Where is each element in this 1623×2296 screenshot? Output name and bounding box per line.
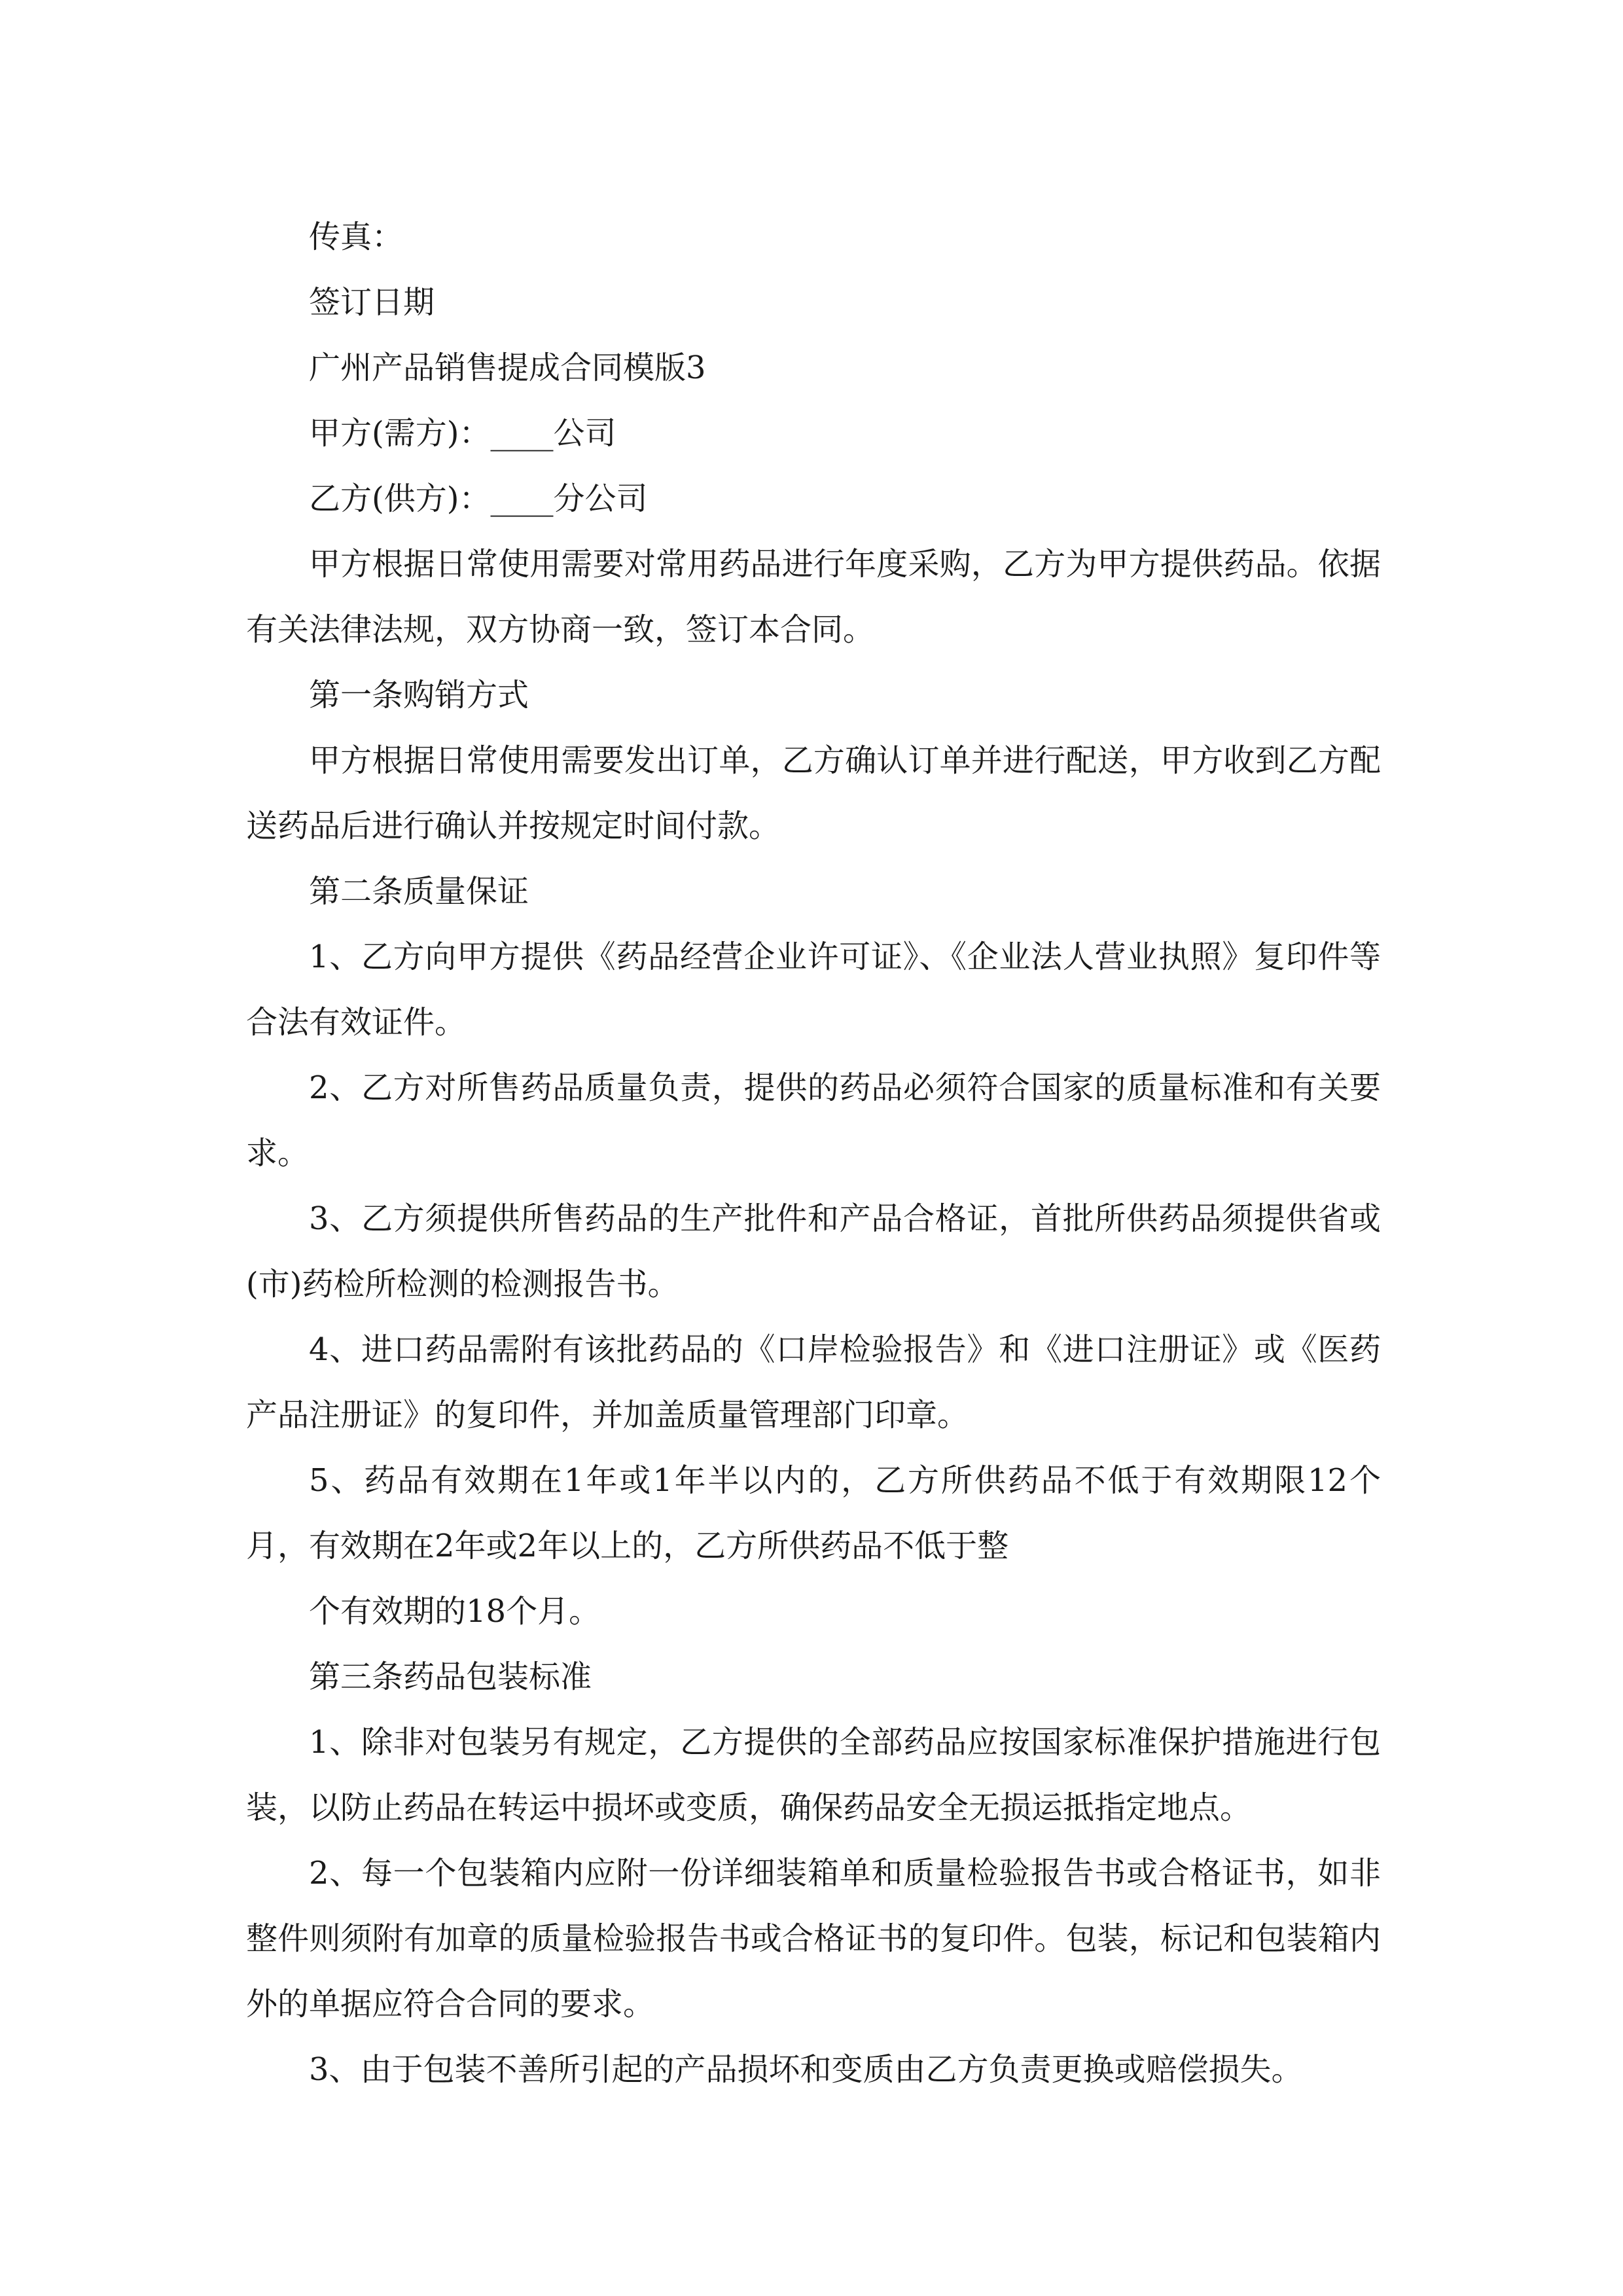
signing-date-line: 签订日期 <box>309 284 435 321</box>
article-1-heading: 第一条购销方式 <box>309 677 529 713</box>
contract-title: 广州产品销售提成合同模版3 <box>309 350 706 386</box>
article-2-item-4: 4、进口药品需附有该批药品的《口岸检验报告》和《进口注册证》或《医药产品注册证》的复印件，并加盖质量管理部门印章。 <box>246 1331 1381 1433</box>
party-a-line: 甲方(需方)：____公司 <box>309 415 616 452</box>
article-2-item-5: 5、药品有效期在1年或1年半以内的，乙方所供药品不低于有效期限12个月，有效期在2年或2年以上的，乙方所供药品不低于整 <box>246 1462 1381 1564</box>
article-2-item-1: 1、乙方向甲方提供《药品经营企业许可证》、《企业法人营业执照》复印件等合法有效证件。 <box>246 939 1381 1041</box>
article-3-item-2: 2、每一个包装箱内应附一份详细装箱单和质量检验报告书或合格证书，如非整件则须附有加章的质量检验报告书或合格证书的复印件。包装，标记和包装箱内外的单据应符合合同的要求。 <box>246 1855 1381 2022</box>
article-3-item-3: 3、由于包装不善所引起的产品损坏和变质由乙方负责更换或赔偿损失。 <box>309 2051 1303 2088</box>
preamble-paragraph: 甲方根据日常使用需要对常用药品进行年度采购，乙方为甲方提供药品。依据有关法律法规，双方协商一致，签订本合同。 <box>246 546 1381 648</box>
article-2-item-5-continuation: 个有效期的18个月。 <box>309 1593 601 1630</box>
party-b-line: 乙方(供方)：____分公司 <box>309 480 648 517</box>
fax-line: 传真： <box>309 219 404 255</box>
article-2-item-2: 2、乙方对所售药品质量负责，提供的药品必须符合国家的质量标准和有关要求。 <box>246 1069 1381 1172</box>
article-1-paragraph: 甲方根据日常使用需要发出订单，乙方确认订单并进行配送，甲方收到乙方配送药品后进行确认并按规定时间付款。 <box>246 742 1381 844</box>
article-2-heading: 第二条质量保证 <box>309 873 529 910</box>
article-3-item-1: 1、除非对包装另有规定，乙方提供的全部药品应按国家标准保护措施进行包装，以防止药品在转运中损坏或变质，确保药品安全无损运抵指定地点。 <box>246 1724 1381 1826</box>
article-2-item-3: 3、乙方须提供所售药品的生产批件和产品合格证，首批所供药品须提供省或(市)药检所检测的检测报告书。 <box>246 1200 1381 1302</box>
article-3-heading: 第三条药品包装标准 <box>309 1659 592 1695</box>
document-body <box>246 204 1381 2102</box>
